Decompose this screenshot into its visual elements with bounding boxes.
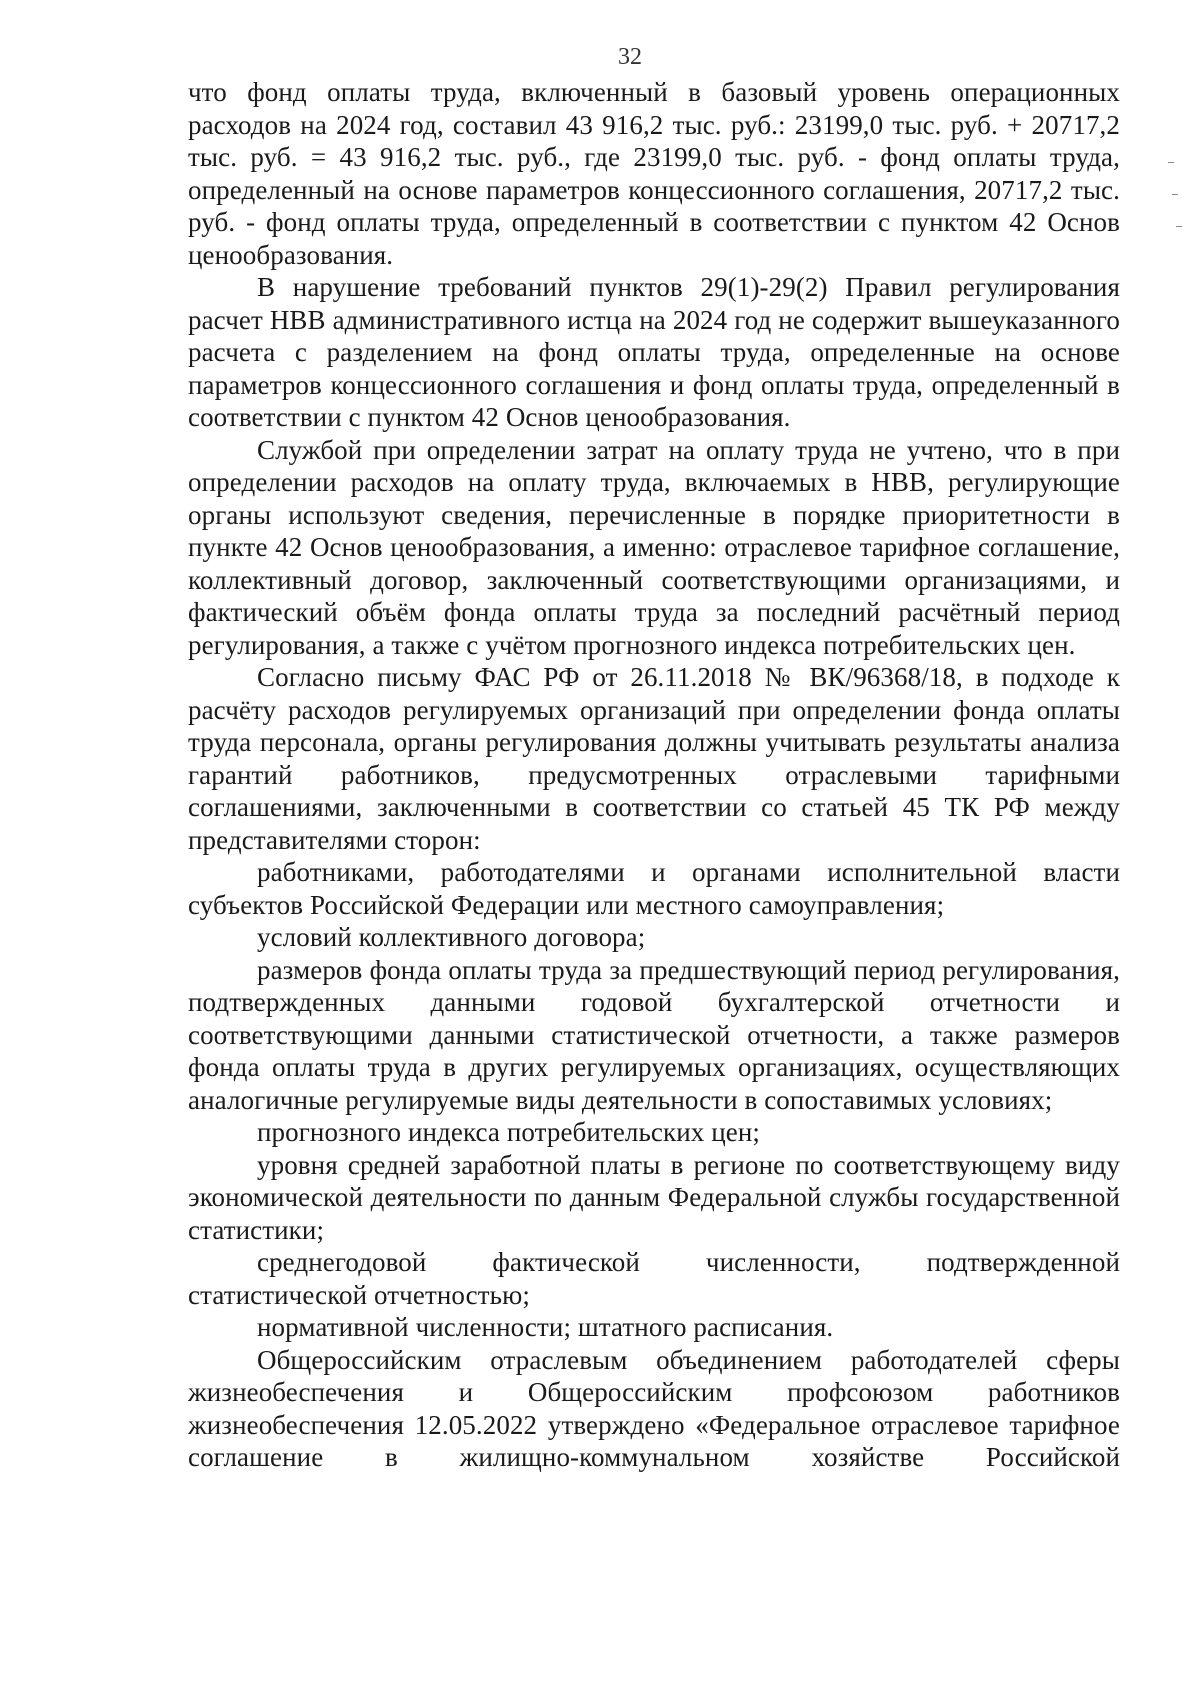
scan-mark xyxy=(1176,226,1182,227)
document-body xyxy=(188,76,1120,1474)
scan-mark xyxy=(1168,162,1174,163)
paragraph-3: Службой при определении затрат на оплату труда не учтено, что в при определении расходов на оплату труда, включаемых в НВВ, регулирующие органы используют сведения, перечисленные в порядке приоритетности в пункте 42 Основ ценообразования, а именно: отраслевое тарифное соглашение, коллективный договор, заключенный соответствующими организациями, и фактический объём фонда оплаты труда за последний расчётный период регулирования, а также с учётом прогнозного индекса потребительских цен. xyxy=(188,434,1120,660)
paragraph-1: что фонд оплаты труда, включенный в базовый уровень операционных расходов на 2024 год, составил 43 916,2 тыс. руб.: 23199,0 тыс. руб. + 20717,2 тыс. руб. = 43 916,2 тыс. руб., где 23199,0 тыс. руб. - фонд оплаты труда, определенный на основе параметров концессионного соглашения, 20717,2 тыс. руб. - фонд оплаты труда, определенный в соответствии с пунктом 42 Основ ценообразования. xyxy=(188,77,1120,270)
list-item-employees: работниками, работодателями и органами исполнительной власти субъектов Российской Федерации или местного самоуправления; xyxy=(188,857,1120,920)
list-item-staffing: нормативной численности; штатного расписания. xyxy=(257,1312,834,1342)
page-number: 32 xyxy=(618,44,642,70)
scan-mark xyxy=(1172,194,1178,195)
paragraph-4: Согласно письму ФАС РФ от 26.11.2018 № ВК/96368/18, в подходе к расчёту расходов регулируемых организаций при определении фонда оплаты труда персонала, органы регулирования должны учитывать результаты анализа гарантий работников, предусмотренных отраслевыми тарифными соглашениями, заключенными в соответствии со статьей 45 ТК РФ между представителями сторон: xyxy=(188,662,1120,855)
list-item-average-salary: уровня средней заработной платы в регионе по соответствующему виду экономической деятельности по данным Федеральной службы государственной статистики; xyxy=(188,1149,1120,1245)
paragraph-2: В нарушение требований пунктов 29(1)-29(2) Правил регулирования расчет НВВ административного истца на 2024 год не содержит вышеуказанного расчета с разделением на фонд оплаты труда, определенные на основе параметров концессионного соглашения и фонд оплаты труда, определенный в соответствии с пунктом 42 Основ ценообразования. xyxy=(188,272,1120,432)
paragraph-final: Общероссийским отраслевым объединением работодателей сферы жизнеобеспечения и Общероссийским профсоюзом работников жизнеобеспечения 12.05.2022 утверждено «Федеральное отраслевое тарифное соглашение в жилищно-коммунальном хозяйстве Российской xyxy=(188,1344,1120,1472)
list-item-price-index: прогнозного индекса потребительских цен; xyxy=(257,1117,760,1147)
list-item-headcount: среднегодовой фактической численности, подтвержденной статистической отчетностью; xyxy=(188,1247,1120,1310)
list-item-payroll-size: размеров фонда оплаты труда за предшествующий период регулирования, подтвержденных данными годовой бухгалтерской отчетности и соответствующими данными статистической отчетности, а также размеров фонда оплаты труда в других регулируемых организациях, осуществляющих аналогичные регулируемые виды деятельности в сопоставимых условиях; xyxy=(188,954,1120,1115)
list-item-collective-agreement: условий коллективного договора; xyxy=(257,922,646,952)
